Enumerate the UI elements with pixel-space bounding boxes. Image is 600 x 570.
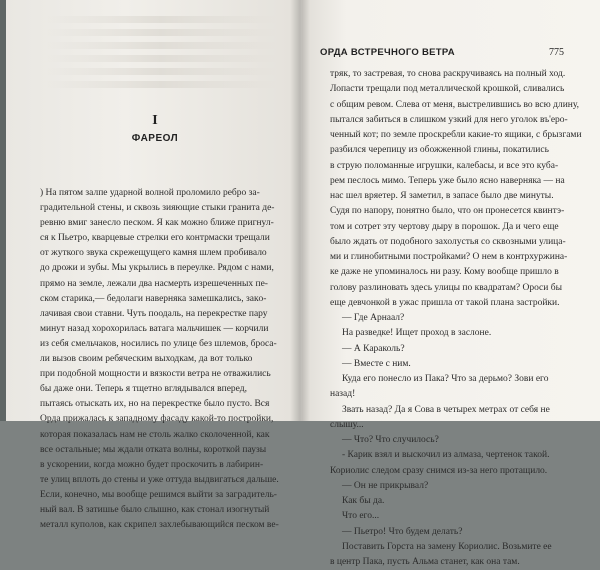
text-line: ся к Пьетро, кварцевые стрелки его контрмаски трещали (40, 233, 270, 244)
left-page-text (40, 186, 308, 533)
text-line: Звать назад? Да я Сова в четырех метрах от себя не (342, 404, 550, 415)
text-line: ревню вмиг занесло песком. Я как можно ближе пригнул- (40, 218, 274, 229)
text-line: назад! (330, 389, 356, 400)
text-line: слышу... (330, 419, 364, 430)
chapter-number: I (152, 113, 158, 128)
text-line: прямо на земле, лежали два насмерть изрешеченных пе- (40, 278, 268, 289)
text-line: Орда прижалась к западному фасаду какой-то постройки, (40, 414, 274, 425)
text-line: ском старика,— бедолаги наверняка замешкались, закo- (40, 293, 267, 304)
text-line: голову разлиновать здесь улицы по квадратам? Ороси бы (330, 282, 562, 293)
text-line: Судя по напору, понятно было, что он пронесется квинтэ- (330, 206, 565, 217)
text-line: Лопасти трещали под металлической крошкой, сливались (330, 84, 565, 95)
text-line: На разведке! Ищет проход в заслоне. (342, 328, 492, 339)
show-through-text (6, 16, 304, 106)
text-line: Куда его понесло из Пака? Что за дерьмо? Зови его (342, 374, 549, 384)
text-line: бы даже они. Теперь я тщетно вглядывался вперед, (40, 384, 247, 395)
text-line: до дрожи и зубы. Мы укрылись в переулке. Рядом с нами, (40, 263, 274, 274)
right-page-text (330, 67, 598, 570)
text-line: было ждать от подобного захолустья со сквозными улица- (330, 236, 566, 247)
text-line: — Вместе с ним. (342, 358, 411, 369)
text-line: с общим ревом. Слева от меня, выстрелившись во всю длину, (330, 99, 580, 110)
text-line: которая показалась нам не столь жалко сколоченной, как (40, 429, 270, 440)
text-line: ) На пятом залпе ударной волной проломило ребро за- (40, 188, 260, 198)
text-line: лачивая свои ставни. Чуть поодаль, на перекрестке пару (40, 308, 268, 319)
text-line: — Он не прикрывал? (342, 480, 429, 491)
page-number: 775 (549, 47, 564, 58)
text-line: металл куполов, как скрипел захлебывающийся песком ве- (40, 520, 279, 531)
text-line: разбился черепицу из обожженной глины, покатились (330, 145, 549, 156)
text-line: из себя смельчаков, носились по улице без шлемов, брoса- (40, 338, 277, 349)
text-line: градительной стены, и сквозь зияющие стыки гранита де- (40, 203, 275, 214)
text-line: в струю поломанные игрушки, калебасы, и все это куба- (330, 160, 559, 171)
text-line: пытаясь отыскать их, но на перекрестке было пусто. Вся (40, 399, 270, 410)
text-line: рем песлось мимо. Теперь уже было ясно наверняка — на (330, 175, 565, 186)
running-head: ОРДА ВСТРЕЧНОГО ВЕТРА (320, 47, 455, 58)
text-line: том и сотрет эту чертову дыру в порошок. Да и чего еще (330, 221, 559, 232)
text-line: в центр Пака, пусть Альма станет, как она там. (330, 557, 520, 567)
text-line: ми и глинобитными постройками? О нем в контрхуржина- (330, 252, 568, 262)
left-page (6, 0, 304, 531)
book-spine-shadow (290, 0, 310, 421)
text-line: пытался забиться в слишком узкий для него уголок въ'ерo- (330, 114, 568, 125)
text-line: еще девчонкой в ужас пришла от такой плана застройки. (330, 297, 560, 308)
text-line: ченный кот; по земле проскребли какие-то ящики, с брызгами (330, 130, 582, 140)
right-page (302, 0, 600, 567)
text-line: Кориолис следом сразу снимся из-за него протащило. (330, 465, 548, 476)
text-line: — Где Арнаал? (342, 313, 405, 323)
text-line: при подобной мощности и вязкости ветра не отважились (40, 369, 271, 380)
text-line: Как бы да. (342, 496, 385, 506)
text-line: нас шел вряетер. Я заметил, в запасе было две минуты. (330, 191, 554, 201)
text-line: минут назад хорохорилась ватага мальчишек — корчили (40, 323, 269, 334)
text-line: — Пьетро! Что будем делать? (342, 526, 463, 537)
text-line: все остальные; мы ждали отката волны, короткой паузы (40, 444, 267, 455)
text-line: Поставить Горста на замену Кориолис. Возьмите ее (342, 541, 552, 552)
text-line: Что его... (342, 511, 380, 522)
text-line: от жуткого звука скрежещущего камня шлем пробивало (40, 248, 267, 259)
text-line: Если, конечно, мы вообще решимся выйти за заградитель- (40, 489, 277, 500)
text-line: ке даже не упоминалось ни разу. Кому вообще пришло в (330, 267, 559, 278)
text-line: — Что? Что случилось? (342, 435, 439, 445)
text-line: ли вызов своим ребяческим выходкам, да вот только (40, 354, 253, 365)
text-line: те улиц вплоть до стены и уже оттуда выдвигаться дальше. (40, 474, 279, 485)
chapter-title: ФАРЕОЛ (131, 133, 179, 144)
text-line: — А Караколь? (342, 343, 405, 354)
text-line: ный вал. В затишье было слышно, как стонал изогнутый (40, 504, 270, 515)
text-line: в ускорении, когда можно будет проскочить в лабирин- (40, 459, 264, 470)
text-line: - Карик взял и выскочил из алмаза, чертенок такой. (342, 450, 550, 461)
text-line: тряк, то застревая, то снова раскручиваясь на полный ход. (330, 69, 566, 79)
